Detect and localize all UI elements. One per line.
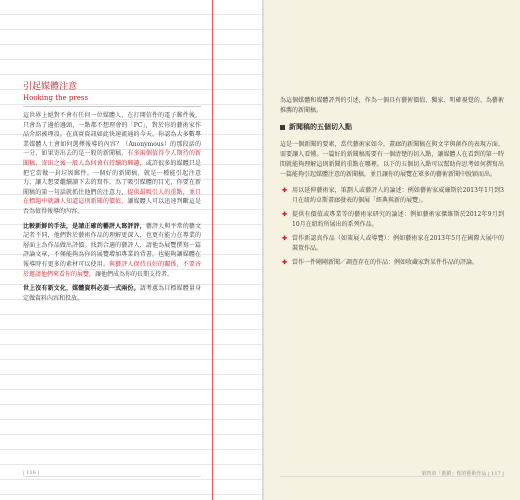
margin-line — [212, 0, 213, 500]
emphasis-text: 比較新鮮的手法，是請正確的藝評人寫評評， — [23, 222, 146, 230]
body-text: 請考慮為目標媒體量身定做資料內容和投放。 — [23, 285, 201, 302]
right-body-text — [280, 96, 504, 272]
bullet-text: 用以延伸藝術家，策劃人或藝評人的論述：例如藝術家威廉斯於2013年1月到3月在紐約卓斯畫廊發表的個展「經典與新的展覽」。 — [292, 187, 504, 204]
section-paragraph: 這是一個新聞的要素，當代藝術家如今，畫廊的新聞稿在與文字與創作的表現方面，需要讓人看懂。一篇好的新聞稿需要有一個清楚的切入點，讓媒體人在看到的第一時間就能夠理解這則新聞的重點在哪裡。以下的五個切入點可以幫助你思考如何撰寫出一篇能夠引起媒體注意的新聞稿，並且讓你的展覽在眾多的藝術新聞中脫穎而出。 — [280, 141, 504, 178]
bullet-text: 提供有價值或專業等的藝術家研究的論述：例如藝術家傑維斯於2012年9月到10月在紐約所展出的系列作品。 — [292, 211, 504, 228]
bullet-list — [280, 186, 504, 268]
heading-subtitle-en: Hooking the press — [23, 94, 89, 102]
page-number-right: 第四章「推銷」你的藝術作品 | 117 | — [421, 471, 504, 477]
body-text: 藝評人與平常的藝文記者不同，他們對於藝術作品的理解更深入，也更有能力在專業的層面上為作品做出評價。找到合適的藝評人，請他為展覽撰寫一篇評論文章，不僅能夠為你的展覽增加專業的背書，也能夠讓媒體在報導時有更多的素材可以使用。 — [23, 222, 201, 268]
heading-title: 引起媒體注意 — [23, 82, 78, 92]
body-paragraph — [23, 284, 201, 303]
body-text: 讓媒體人可以迅速判斷這是否為值得報導的內容。 — [23, 198, 201, 215]
section-title — [280, 122, 504, 132]
bullet-item — [280, 210, 504, 230]
body-paragraph — [23, 222, 201, 280]
body-text: 這世界上絕對不會有任何一位媒體人，在打開信件的電子郵件後，只會為了邊拍邊頭，一點都不想理會的「PC」，對於你的藝術家作品介紹被埋沒。在真實資訊如此快速流通的今天，你認為大多數專業媒體人士會如何選擇報導的內容？（Anonymous）的那段話的一分，如果寄出去的是一般的新聞稿， — [23, 112, 201, 158]
bullet-text: 當作一件剛剛新聞／調查存在的作品：例如收藏家對某件作品的評論。 — [292, 259, 479, 266]
square-bullet-icon — [280, 125, 285, 130]
body-text: 或許很多的媒體只是把它當做一封垃圾郵件。一個好的新聞稿，就是一種能引起注意力，讓人想要繼續讀下去的寫作。為了吸引媒體的目光，你要在新聞稿的第一句話就抓住他們的注意力， — [23, 159, 201, 196]
plus-bullet-icon: ✚ — [282, 259, 288, 266]
emphasis-text: 世上沒有新文化，媒體資料必須一式兩份。 — [23, 285, 140, 293]
body-text: 讓他們成為你的長期支持者。 — [95, 270, 174, 278]
bullet-item — [280, 258, 504, 268]
bullet-item — [280, 234, 504, 254]
bullet-item — [280, 186, 504, 206]
highlight-text: 有多兩個值得令人期待的新聞稿，寄出之後一般人為何會有持續的興趣， — [23, 150, 201, 167]
plus-bullet-icon: ✚ — [282, 187, 288, 194]
highlight-text: 提供最吸引人的重點，並且在標題中就讓人知道這則新聞的價值， — [23, 188, 201, 206]
plus-bullet-icon: ✚ — [282, 235, 288, 242]
intro-paragraph: 為這個媒體和媒體評判的引述，作為一個具有藝術價值、獨家、明確視覺的、為藝術推薦的新聞稿。 — [280, 97, 504, 114]
left-body-text — [23, 111, 201, 308]
body-paragraph — [23, 111, 201, 217]
heading-rule — [23, 106, 201, 107]
section-heading — [23, 82, 88, 104]
section-title-text: 新聞稿的五個切入點 — [289, 122, 352, 131]
right-page — [264, 0, 520, 500]
plus-bullet-icon: ✚ — [282, 211, 288, 218]
page-number-left: | 116 | — [23, 470, 40, 476]
bullet-text: 當作新認真作品（如策展人或導覽）：例如藝術家在2013年5月在國際大展中的裝置作品。 — [292, 235, 504, 252]
footer-rule-left — [23, 476, 201, 477]
highlight-text: 與藝評人保持良好的關係，不要吝於邀請他們來看你的展覽， — [23, 260, 201, 278]
